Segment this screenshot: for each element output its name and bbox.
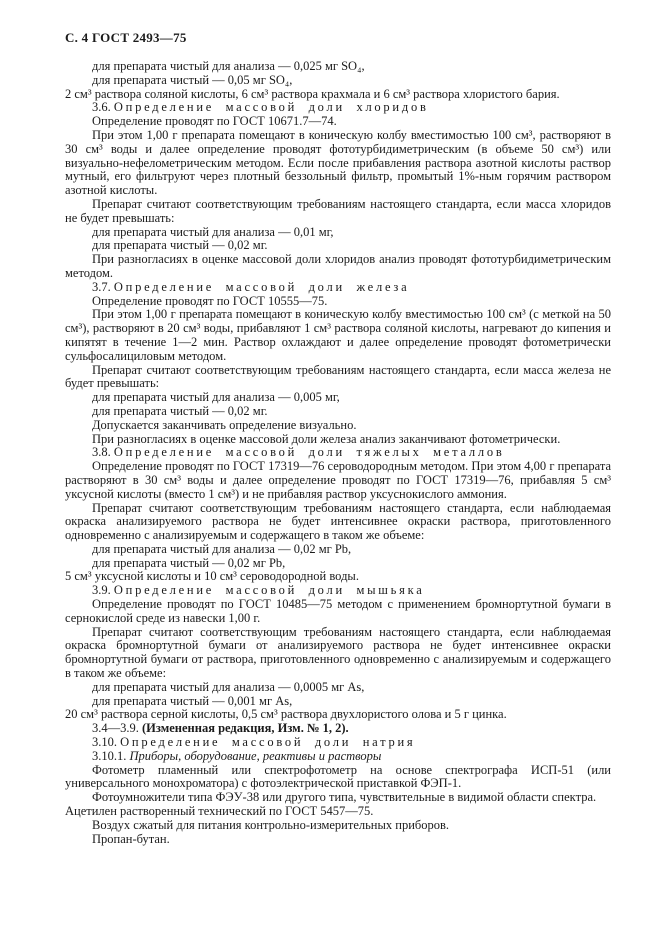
paragraph: для препарата чистый для анализа — 0,025 мг SO₄, [92,59,365,73]
paragraph: Фотометр пламенный или спектрофотометр на основе спектрографа ИСП-51 (или универсального монохроматора) с фотоэлектрической приставкой ФЭП-1. [65,762,611,791]
continuation-line: 5 см³ уксусной кислоты и 10 см³ сероводородной воды. [65,569,359,584]
paragraph: для препарата чистый — 0,001 мг As, [92,693,293,708]
paragraph: для препарата чистый — 0,02 мг Pb, [92,555,286,570]
section-title: Определение массовой доли натрия [120,735,416,750]
paragraph: для препарата чистый для анализа — 0,02 мг Pb, [92,541,352,556]
section-number: 3.7. [92,279,111,294]
document-body [65,60,611,846]
subsection-heading [65,750,611,764]
paragraph: для препарата чистый для анализа — 0,005 мг, [92,390,340,405]
paragraph: При разногласиях в оценке массовой доли хлоридов анализ проводят фототурбидиметрическим методом. [65,252,611,280]
paragraph: Препарат считают соответствующим требованиям настоящего стандарта, если масса хлоридов не будет превышать: [65,196,611,225]
paragraph: Определение проводят по ГОСТ 10485—75 методом с применением бромнортутной бумаги в сернокислой среде из навески 1,00 г. [65,597,611,625]
section-title: Определение массовой доли мышьяка [113,583,425,598]
continuation-line: Ацетилен растворенный технический по ГОСТ 5457—75. [65,804,374,819]
section-title: Определение массовой доли тяжелых металлов [113,445,505,460]
section-heading [65,281,611,295]
section-heading [65,101,611,115]
subsection-number: 3.10.1. [92,748,127,763]
section-number: 3.8. [92,445,111,460]
paragraph: для препарата чистый для анализа — 0,01 мг, [92,224,334,239]
paragraph: Препарат считают соответствующим требованиям настоящего стандарта, если наблюдаемая окраска анализируемого раствора не будет интенсивнее окраски раствора, приготовленного одновременно с анализируемым и содержащего в таком же объеме: [65,500,611,543]
paragraph: для препарата чистый — 0,05 мг SO₄, [92,72,293,87]
paragraph: Фотоумножители типа ФЭУ-38 или другого типа, чувствительные в видимой области спектра. [92,790,597,805]
section-heading [65,446,611,460]
section-heading [65,736,611,750]
section-title: Определение массовой доли железа [113,279,410,294]
page-header: С. 4 ГОСТ 2493—75 [65,30,187,45]
paragraph: Пропан-бутан. [92,831,170,846]
paragraph: Определение проводят по ГОСТ 10671.7—74. [92,114,337,129]
continuation-line: 2 см³ раствора соляной кислоты, 6 см³ раствора крахмала и 6 см³ раствора хлористого бария. [65,86,560,101]
amendment-text: (Измененная редакция, Изм. № 1, 2). [142,721,349,736]
paragraph: для препарата чистый — 0,02 мг. [92,403,268,418]
subsection-title: Приборы, оборудование, реактивы и растворы [129,748,382,763]
amendment-note [65,722,611,736]
paragraph: Допускается заканчивать определение визуально. [92,417,357,432]
section-heading [65,584,611,598]
paragraph: При этом 1,00 г препарата помещают в коническую колбу вместимостью 100 см³, растворяют в 30 см³ воды и далее определение проводят фототурбидиметрическим (в объеме 50 см³) или визуально-нефелометрическим методом. Если после прибавления раствора азотной кислоты раствор мутный, его фильтруют через плотный беззольный фильтр, промытый 1%-ным горячим раствором азотной кислоты. [65,127,611,198]
section-number: 3.6. [92,100,111,115]
paragraph: для препарата чистый для анализа — 0,0005 мг As, [92,679,365,694]
paragraph: Определение проводят по ГОСТ 10555—75. [92,293,328,308]
section-title: Определение массовой доли хлоридов [113,100,429,115]
paragraph: При разногласиях в оценке массовой доли железа анализ заканчивают фотометрически. [92,431,561,446]
section-number: 3.10. [92,735,117,750]
section-number: 3.9. [92,583,111,598]
paragraph: Препарат считают соответствующим требованиям настоящего стандарта, если наблюдаемая окраска бромнортутной бумаги от анализируемого раствора не будет интенсивнее окраски бромнортутной бумаги от раствора, приготовленного одновременно с анализируемым и содержащего в таком же объеме: [65,624,611,681]
paragraph: Воздух сжатый для питания контрольно-измерительных приборов. [92,817,450,832]
paragraph: При этом 1,00 г препарата помещают в коническую колбу вместимостью 100 см³ (с меткой на 50 см³), растворяют в 20 см³ воды, прибавляют 1 см³ раствора соляной кислоты, нагревают до кипения и кипятят в течение 1—2 мин. Раствор охлаждают и далее определение проводят фотометрически сульфосалициловым методом. [65,307,611,363]
continuation-line: 20 см³ раствора серной кислоты, 0,5 см³ раствора двухлористого олова и 5 г цинка. [65,707,507,722]
paragraph: для препарата чистый — 0,02 мг. [92,238,268,253]
paragraph: Препарат считают соответствующим требованиям настоящего стандарта, если масса железа не будет превышать: [65,362,611,391]
paragraph: Определение проводят по ГОСТ 17319—76 сероводородным методом. При этом 4,00 г препарата растворяют в 30 см³ воды и далее определение проводят по ГОСТ 17319—76, прибавляя 5 см³ уксусной кислоты (вместо 1 см³) и не прибавляя раствор уксуснокислого аммония. [65,459,611,501]
amendment-range: 3.4—3.9. [92,721,139,736]
